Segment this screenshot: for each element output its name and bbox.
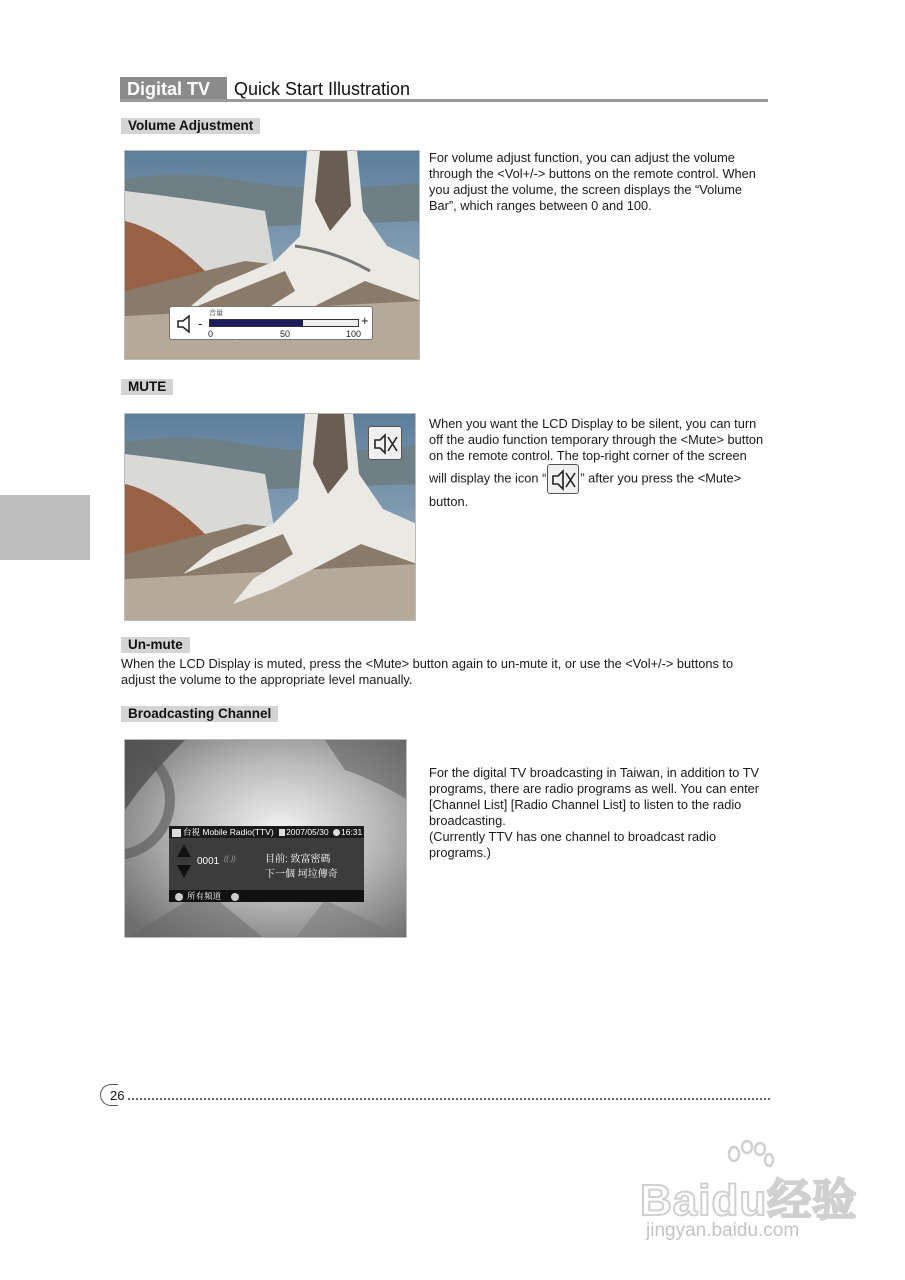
watermark-url: jingyan.baidu.com: [646, 1220, 800, 1241]
volume-description: For volume adjust function, you can adjust the volume through the <Vol+/-> buttons on the remote control. When you adjust the volume, the screen displays the “Volume Bar”, which ranges between 0 and 100.: [429, 150, 756, 213]
baidu-watermark: [640, 1140, 860, 1250]
volume-mid-label: 50: [280, 329, 291, 339]
volume-photo: [124, 150, 420, 360]
mute-section-label: MUTE: [121, 379, 173, 395]
mute-description: [429, 416, 765, 510]
radio-signal-icon: ((·)): [224, 856, 236, 863]
mute-photo: [124, 413, 416, 621]
volume-caption: 音量: [209, 310, 223, 317]
section-tag: Digital TV: [120, 77, 227, 101]
right-arrow-icon: [231, 893, 239, 901]
volume-min-label: 0: [208, 329, 214, 339]
radio-date: 2007/05/30: [286, 827, 329, 837]
volume-bar-overlay: [169, 306, 373, 340]
volume-max-label: 100: [346, 329, 362, 339]
watermark-brand: Baidu经验: [640, 1176, 858, 1225]
radio-next-program: 下一個 坷垃傳奇: [265, 869, 338, 880]
radio-channel-name: 台視 Mobile Radio(TTV): [183, 827, 274, 837]
volume-track: [209, 319, 359, 327]
radio-current-program: 目前: 致富密碼: [265, 854, 331, 865]
radio-info-panel: [169, 826, 364, 902]
mute-overlay: [368, 426, 402, 460]
page-title: Quick Start Illustration: [234, 79, 411, 99]
speaker-icon: [175, 314, 195, 334]
broadcasting-section-label: Broadcasting Channel: [121, 706, 278, 722]
radio-screen: [124, 739, 407, 938]
header-rule: [120, 99, 768, 102]
all-channels-label: 所有頻道: [187, 891, 222, 901]
volume-section-label: Volume Adjustment: [121, 118, 260, 134]
footer-dotted-rule: [128, 1097, 770, 1100]
channel-up-down-icon: [177, 844, 191, 878]
mute-text-before-icon: When you want the LCD Display to be silent, you can turn off the audio function temporary through the <Mute> button on the remote control. The top-right corner of the screen will display the icon “: [429, 416, 764, 486]
clock-icon: [333, 829, 340, 836]
mute-icon: [551, 468, 577, 492]
radio-time: 16:31: [340, 827, 363, 837]
radio-info-footer: [169, 890, 364, 902]
broadcasting-description: For the digital TV broadcasting in Taiwan, in addition to TV programs, there are radio programs as well. You can enter [Channel List] [Radio Channel List] to listen to the radio broadcasting. (Currently TTV has one channel to broadcast radio programs.): [429, 765, 760, 860]
mute-inline-icon: [547, 464, 579, 494]
unmute-description: When the LCD Display is muted, press the <Mute> button again to un-mute it, or use the <Vol+/-> buttons to adjust the volume to the appropriate level manually.: [121, 656, 734, 687]
left-arrow-icon: [175, 893, 183, 901]
info-icon: [279, 829, 285, 836]
volume-plus: +: [361, 313, 369, 328]
page-number: 26: [110, 1088, 125, 1103]
mute-icon: [373, 432, 399, 456]
radio-channel-number: 0001: [197, 856, 220, 867]
unmute-section-label: Un-mute: [121, 637, 190, 653]
volume-fill: [210, 320, 303, 326]
radio-info-header: [169, 826, 364, 838]
mute-text-after-icon: ” after you press the <Mute> button.: [429, 470, 742, 509]
side-tab: [0, 495, 90, 560]
volume-minus: -: [198, 316, 203, 331]
tv-icon: [172, 829, 181, 837]
